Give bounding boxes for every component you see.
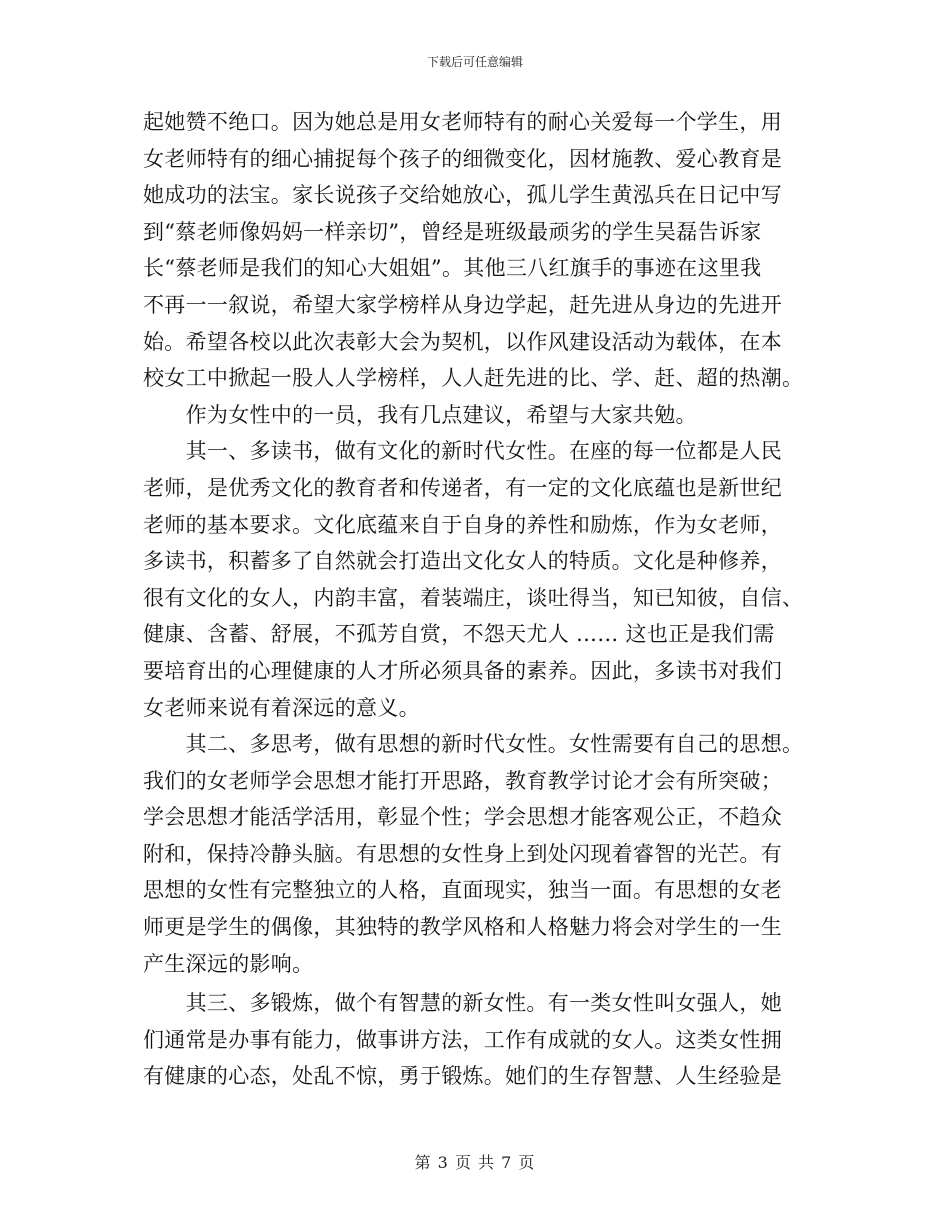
paragraph-line: 不再一一叙说，希望大家学榜样从身边学起，赶先进从身边的先进开 [143,292,782,317]
paragraph-line: 老师的基本要求。文化底蕴来自于自身的养性和励炼，作为女老师， [143,512,782,537]
document-body [143,104,843,1095]
paragraph-line: 思想的女性有完整独立的人格，直面现实，独当一面。有思想的女老 [143,878,782,903]
paragraph-line: 女老师特有的细心捕捉每个孩子的细微变化，因材施教、爱心教育是 [143,146,782,171]
paragraph-line: 起她赞不绝口。因为她总是用女老师特有的耐心关爱每一个学生，用 [143,110,782,134]
paragraph-line: 多读书，积蓄多了自然就会打造出文化女人的特质。文化是种修养， [143,549,782,574]
paragraph-line: 要培育出的心理健康的人才所必须具备的素养。因此，多读书对我们 [143,658,782,683]
paragraph-line: 女老师来说有着深远的意义。 [143,695,420,720]
paragraph-line: 学会思想才能活学活用，彰显个性；学会思想才能客观公正，不趋众 [143,805,782,830]
paragraph-line: 产生深远的影响。 [143,951,314,976]
paragraph-line: 我们的女老师学会思想才能打开思路，教育教学讨论才会有所突破； [143,768,782,793]
paragraph-line: 她成功的法宝。家长说孩子交给她放心，孤儿学生黄泓兵在日记中写 [143,183,782,208]
paragraph-line: 始。希望各校以此次表彰大会为契机，以作风建设活动为载体，在本 [143,329,782,354]
page-header: 下载后可任意编辑 [426,55,523,69]
paragraph-line: 其一、多读书，做有文化的新时代女性。在座的每一位都是人民 [143,439,782,464]
paragraph-line: 健康、含蓄、舒展，不孤芳自赏，不怨天尤人 …… 这也正是我们需 [143,622,775,647]
paragraph-line: 其三、多锻炼，做个有智慧的新女性。有一类女性叫女强人，她 [143,991,782,1016]
paragraph-line: 校女工中掀起一股人人学榜样，人人赶先进的比、学、赶、超的热潮。 [143,366,804,391]
paragraph-line: 老师，是优秀文化的教育者和传递者，有一定的文化底蕴也是新世纪 [143,475,782,500]
paragraph-line: 很有文化的女人，内韵丰富，着装端庄，谈吐得当，知已知彼，自信、 [143,585,804,610]
page-number-footer: 第 3 页 共 7 页 [414,1153,536,1172]
paragraph-line: 师更是学生的偶像，其独特的教学风格和人格魅力将会对学生的一生 [143,915,782,940]
paragraph-line: 长“蔡老师是我们的知心大姐姐”。其他三八红旗手的事迹在这里我 [143,256,762,281]
paragraph-line: 们通常是办事有能力，做事讲方法，工作有成就的女人。这类女性拥 [143,1027,782,1052]
paragraph-line: 其二、多思考，做有思想的新时代女性。女性需要有自己的思想。 [143,732,804,757]
paragraph-line: 有健康的心态，处乱不惊，勇于锻炼。她们的生存智慧、人生经验是 [143,1064,782,1089]
paragraph-line: 到“蔡老师像妈妈一样亲切”，曾经是班级最顽劣的学生吴磊告诉家 [143,219,762,244]
paragraph-line: 附和，保持冷静头脑。有思想的女性身上到处闪现着睿智的光芒。有 [143,841,782,866]
paragraph-line: 作为女性中的一员，我有几点建议，希望与大家共勉。 [143,402,697,427]
